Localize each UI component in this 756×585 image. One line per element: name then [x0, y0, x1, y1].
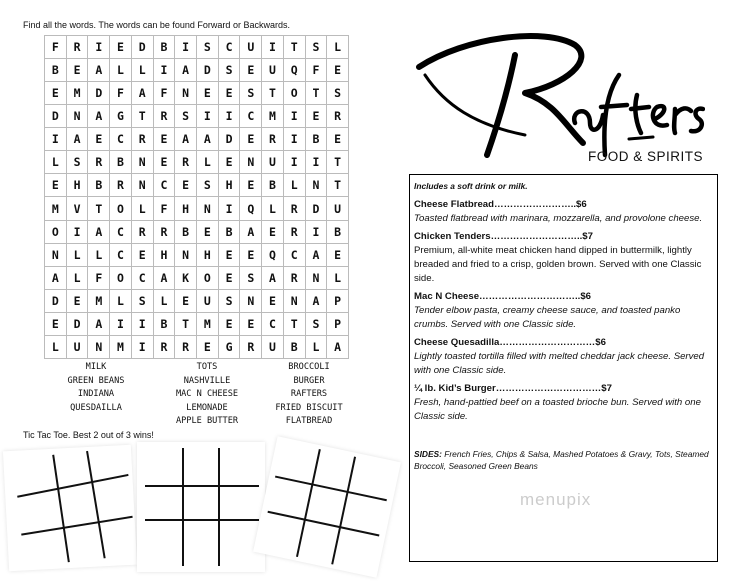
- grid-cell[interactable]: T: [88, 197, 110, 220]
- grid-cell[interactable]: P: [327, 313, 349, 336]
- grid-cell[interactable]: S: [327, 82, 349, 105]
- rafters-logo-script: [405, 15, 705, 170]
- grid-cell[interactable]: L: [262, 197, 284, 220]
- tictactoe-grid-3: [253, 436, 401, 578]
- grid-cell[interactable]: A: [88, 313, 110, 336]
- grid-cell[interactable]: N: [306, 267, 328, 290]
- grid-cell[interactable]: R: [284, 267, 306, 290]
- grid-cell[interactable]: C: [110, 221, 132, 244]
- grid-cell[interactable]: H: [67, 174, 89, 197]
- grid-cell[interactable]: R: [240, 336, 262, 359]
- item-name-chicken-tenders: Chicken Tenders………………………..$7: [414, 231, 593, 242]
- grid-cell[interactable]: H: [175, 197, 197, 220]
- grid-cell[interactable]: C: [219, 36, 241, 59]
- grid-cell[interactable]: E: [45, 174, 67, 197]
- grid-cell[interactable]: Q: [284, 59, 306, 82]
- grid-cell[interactable]: I: [110, 313, 132, 336]
- grid-cell[interactable]: A: [262, 267, 284, 290]
- word: BURGER: [293, 375, 325, 386]
- grid-cell[interactable]: B: [110, 151, 132, 174]
- grid-cell[interactable]: U: [262, 336, 284, 359]
- grid-cell[interactable]: R: [284, 197, 306, 220]
- grid-cell[interactable]: R: [175, 151, 197, 174]
- word: BROCCOLI: [288, 362, 330, 372]
- grid-cell[interactable]: R: [110, 174, 132, 197]
- grid-cell[interactable]: O: [110, 267, 132, 290]
- word: MILK: [85, 362, 107, 372]
- item-desc-chicken-tenders: Premium, all-white meat chicken hand dipped in buttermilk, lightly breaded and fried to a crisp, golden brown. Served with one Classic side.: [414, 245, 702, 284]
- item-name-kids-burger: ¼ lb. Kid’s Burger……………………………$7: [414, 383, 612, 394]
- tictactoe-grid-1: [3, 445, 137, 572]
- grid-cell[interactable]: L: [67, 244, 89, 267]
- grid-cell[interactable]: T: [132, 105, 154, 128]
- grid-cell[interactable]: F: [154, 82, 176, 105]
- grid-cell[interactable]: H: [154, 244, 176, 267]
- grid-cell[interactable]: C: [154, 174, 176, 197]
- grid-cell[interactable]: U: [197, 290, 219, 313]
- grid-cell[interactable]: N: [240, 151, 262, 174]
- grid-cell[interactable]: S: [240, 82, 262, 105]
- grid-cell[interactable]: T: [327, 174, 349, 197]
- grid-cell[interactable]: I: [284, 151, 306, 174]
- grid-cell[interactable]: N: [175, 244, 197, 267]
- grid-cell[interactable]: E: [45, 313, 67, 336]
- grid-cell[interactable]: U: [262, 151, 284, 174]
- grid-cell[interactable]: E: [262, 221, 284, 244]
- grid-cell[interactable]: O: [45, 221, 67, 244]
- item-desc-cheese-flatbread: Toasted flatbread with marinara, mozzarella, and provolone cheese.: [414, 213, 703, 224]
- grid-cell[interactable]: L: [306, 336, 328, 359]
- grid-cell[interactable]: T: [327, 151, 349, 174]
- grid-cell[interactable]: M: [88, 290, 110, 313]
- grid-cell[interactable]: L: [110, 59, 132, 82]
- grid-cell[interactable]: A: [88, 59, 110, 82]
- grid-cell[interactable]: L: [45, 151, 67, 174]
- rafters-logo: [405, 15, 705, 170]
- grid-cell[interactable]: F: [88, 267, 110, 290]
- tictactoe-grid-2: [137, 442, 265, 572]
- grid-cell[interactable]: I: [306, 221, 328, 244]
- grid-cell[interactable]: S: [306, 36, 328, 59]
- grid-cell[interactable]: R: [284, 221, 306, 244]
- grid-cell[interactable]: N: [240, 290, 262, 313]
- grid-cell[interactable]: B: [175, 221, 197, 244]
- grid-cell[interactable]: U: [67, 336, 89, 359]
- grid-cell[interactable]: O: [110, 197, 132, 220]
- grid-cell[interactable]: I: [154, 59, 176, 82]
- grid-cell[interactable]: S: [67, 151, 89, 174]
- word-list-col2: [168, 361, 246, 429]
- grid-cell[interactable]: E: [262, 290, 284, 313]
- grid-cell[interactable]: M: [110, 336, 132, 359]
- includes-note: Includes a soft drink or milk.: [414, 181, 528, 191]
- grid-cell[interactable]: I: [284, 128, 306, 151]
- grid-cell[interactable]: E: [197, 336, 219, 359]
- grid-cell[interactable]: N: [45, 244, 67, 267]
- grid-cell[interactable]: N: [132, 151, 154, 174]
- word: NASHVILLE: [183, 375, 231, 386]
- item-desc-kids-burger: Fresh, hand-pattied beef on a toasted brioche bun. Served with one Classic side.: [414, 397, 701, 422]
- grid-cell[interactable]: L: [67, 267, 89, 290]
- grid-cell[interactable]: E: [306, 105, 328, 128]
- grid-cell[interactable]: B: [306, 128, 328, 151]
- watermark: menupix: [520, 490, 592, 509]
- grid-cell[interactable]: R: [132, 128, 154, 151]
- grid-cell[interactable]: I: [45, 128, 67, 151]
- sides-text: French Fries, Chips & Salsa, Mashed Potatoes & Gravy, Tots, Steamed Broccoli, Seasoned Green Beans: [414, 449, 709, 471]
- grid-cell[interactable]: E: [67, 59, 89, 82]
- grid-cell[interactable]: H: [197, 244, 219, 267]
- word: INDIANA: [77, 389, 115, 399]
- grid-cell[interactable]: F: [45, 36, 67, 59]
- grid-cell[interactable]: T: [284, 313, 306, 336]
- grid-cell[interactable]: D: [306, 197, 328, 220]
- item-desc-cheese-quesadilla: Lightly toasted tortilla filled with melted cheddar jack cheese. Served with one Classic side.: [414, 351, 705, 376]
- grid-cell[interactable]: C: [240, 105, 262, 128]
- grid-cell[interactable]: M: [67, 82, 89, 105]
- grid-cell[interactable]: B: [327, 221, 349, 244]
- grid-cell[interactable]: A: [88, 221, 110, 244]
- item-name-mac-n-cheese: Mac N Cheese…………………………..$6: [414, 291, 591, 302]
- grid-cell[interactable]: D: [45, 290, 67, 313]
- grid-cell[interactable]: S: [175, 105, 197, 128]
- item-name-cheese-flatbread: Cheese Flatbread……………………..$6: [414, 199, 587, 210]
- grid-cell[interactable]: S: [240, 267, 262, 290]
- grid-cell[interactable]: E: [219, 313, 241, 336]
- grid-cell[interactable]: H: [219, 174, 241, 197]
- grid-cell[interactable]: U: [262, 59, 284, 82]
- item-desc-mac-n-cheese: Tender elbow pasta, creamy cheese sauce, and toasted panko crumbs. Served with one Classic side.: [414, 305, 681, 330]
- grid-cell[interactable]: S: [197, 36, 219, 59]
- grid-cell[interactable]: D: [132, 36, 154, 59]
- grid-cell[interactable]: L: [88, 244, 110, 267]
- grid-cell[interactable]: R: [67, 36, 89, 59]
- grid-cell[interactable]: B: [154, 36, 176, 59]
- grid-cell[interactable]: T: [175, 313, 197, 336]
- word: RAFTERS: [290, 389, 328, 399]
- grid-cell[interactable]: M: [262, 105, 284, 128]
- grid-cell[interactable]: R: [327, 105, 349, 128]
- grid-cell[interactable]: I: [262, 36, 284, 59]
- sides-list: [414, 448, 713, 472]
- grid-cell[interactable]: E: [240, 313, 262, 336]
- grid-cell[interactable]: E: [219, 244, 241, 267]
- grid-cell[interactable]: L: [132, 197, 154, 220]
- grid-cell[interactable]: S: [306, 313, 328, 336]
- grid-cell[interactable]: R: [262, 128, 284, 151]
- grid-cell[interactable]: D: [67, 313, 89, 336]
- word: GREEN BEANS: [67, 375, 125, 386]
- grid-cell[interactable]: R: [175, 336, 197, 359]
- grid-cell[interactable]: N: [284, 290, 306, 313]
- grid-cell[interactable]: D: [88, 82, 110, 105]
- grid-cell[interactable]: S: [219, 59, 241, 82]
- grid-cell[interactable]: L: [110, 290, 132, 313]
- grid-cell[interactable]: K: [175, 267, 197, 290]
- grid-cell[interactable]: A: [154, 267, 176, 290]
- grid-cell[interactable]: L: [284, 174, 306, 197]
- grid-cell[interactable]: A: [175, 59, 197, 82]
- item-name-cheese-quesadilla: Cheese Quesadilla…………………………$6: [414, 337, 606, 348]
- grid-cell[interactable]: A: [240, 221, 262, 244]
- grid-cell[interactable]: O: [284, 82, 306, 105]
- grid-cell[interactable]: D: [219, 128, 241, 151]
- grid-cell[interactable]: A: [88, 105, 110, 128]
- grid-cell[interactable]: E: [240, 59, 262, 82]
- word-list-col1: [60, 361, 132, 415]
- tictactoe-board-1[interactable]: [3, 445, 137, 572]
- grid-cell[interactable]: E: [327, 244, 349, 267]
- grid-cell[interactable]: L: [45, 336, 67, 359]
- grid-cell[interactable]: B: [45, 59, 67, 82]
- grid-cell[interactable]: B: [219, 221, 241, 244]
- grid-cell[interactable]: A: [306, 290, 328, 313]
- grid-cell[interactable]: N: [197, 197, 219, 220]
- grid-cell[interactable]: E: [240, 244, 262, 267]
- grid-cell[interactable]: I: [219, 197, 241, 220]
- grid-cell[interactable]: Q: [262, 244, 284, 267]
- grid-cell[interactable]: V: [67, 197, 89, 220]
- grid-cell[interactable]: R: [132, 221, 154, 244]
- grid-cell[interactable]: E: [175, 290, 197, 313]
- grid-cell[interactable]: C: [110, 128, 132, 151]
- grid-cell[interactable]: D: [45, 105, 67, 128]
- grid-cell[interactable]: F: [154, 197, 176, 220]
- grid-cell[interactable]: C: [132, 267, 154, 290]
- grid-cell[interactable]: G: [110, 105, 132, 128]
- grid-cell[interactable]: I: [219, 105, 241, 128]
- grid-cell[interactable]: B: [284, 336, 306, 359]
- grid-cell[interactable]: N: [88, 336, 110, 359]
- sides-label: SIDES:: [414, 449, 442, 459]
- grid-cell[interactable]: I: [284, 105, 306, 128]
- grid-cell[interactable]: S: [132, 290, 154, 313]
- grid-cell[interactable]: L: [132, 59, 154, 82]
- grid-cell[interactable]: E: [219, 151, 241, 174]
- grid-cell[interactable]: C: [262, 313, 284, 336]
- grid-cell[interactable]: E: [67, 290, 89, 313]
- grid-cell[interactable]: I: [132, 313, 154, 336]
- grid-cell[interactable]: E: [110, 36, 132, 59]
- grid-cell[interactable]: O: [197, 267, 219, 290]
- grid-cell[interactable]: U: [240, 36, 262, 59]
- tictactoe-board-2[interactable]: [137, 442, 265, 572]
- grid-cell[interactable]: R: [154, 336, 176, 359]
- grid-cell[interactable]: N: [67, 105, 89, 128]
- grid-cell[interactable]: D: [197, 59, 219, 82]
- grid-cell[interactable]: E: [219, 82, 241, 105]
- grid-cell[interactable]: N: [175, 82, 197, 105]
- grid-cell[interactable]: E: [219, 267, 241, 290]
- grid-cell[interactable]: E: [327, 59, 349, 82]
- grid-cell[interactable]: I: [132, 336, 154, 359]
- grid-cell[interactable]: U: [327, 197, 349, 220]
- grid-cell[interactable]: T: [306, 82, 328, 105]
- grid-cell[interactable]: R: [154, 105, 176, 128]
- grid-cell[interactable]: E: [88, 128, 110, 151]
- grid-cell[interactable]: F: [306, 59, 328, 82]
- grid-cell[interactable]: A: [45, 267, 67, 290]
- grid-cell[interactable]: L: [197, 151, 219, 174]
- grid-cell[interactable]: E: [45, 82, 67, 105]
- grid-cell[interactable]: E: [240, 174, 262, 197]
- word: FRIED BISCUIT: [275, 402, 343, 413]
- grid-cell[interactable]: I: [197, 105, 219, 128]
- grid-cell[interactable]: L: [327, 36, 349, 59]
- grid-cell[interactable]: N: [306, 174, 328, 197]
- grid-cell[interactable]: Q: [240, 197, 262, 220]
- grid-cell[interactable]: A: [175, 128, 197, 151]
- grid-cell[interactable]: A: [197, 128, 219, 151]
- grid-cell[interactable]: I: [88, 36, 110, 59]
- grid-cell[interactable]: A: [306, 244, 328, 267]
- grid-cell[interactable]: B: [88, 174, 110, 197]
- grid-cell[interactable]: I: [67, 221, 89, 244]
- word: QUESDAILLA: [70, 402, 122, 413]
- word: TOTS: [196, 362, 218, 372]
- grid-cell[interactable]: E: [197, 82, 219, 105]
- grid-cell[interactable]: I: [306, 151, 328, 174]
- word-list-col3: [266, 361, 352, 429]
- grid-cell[interactable]: M: [197, 313, 219, 336]
- grid-cell[interactable]: C: [110, 244, 132, 267]
- grid-cell[interactable]: M: [45, 197, 67, 220]
- word: MAC N CHEESE: [175, 389, 239, 399]
- word: LEMONADE: [186, 402, 228, 413]
- grid-cell[interactable]: E: [154, 151, 176, 174]
- grid-cell[interactable]: C: [284, 244, 306, 267]
- grid-cell[interactable]: E: [240, 128, 262, 151]
- grid-cell[interactable]: E: [197, 221, 219, 244]
- grid-cell[interactable]: A: [132, 82, 154, 105]
- wordsearch-instructions: Find all the words. The words can be found Forward or Backwards.: [23, 20, 290, 30]
- grid-cell[interactable]: E: [175, 174, 197, 197]
- grid-cell[interactable]: A: [327, 336, 349, 359]
- grid-cell[interactable]: L: [327, 267, 349, 290]
- grid-cell[interactable]: R: [154, 221, 176, 244]
- brand-tagline: FOOD & SPIRITS: [588, 149, 704, 164]
- grid-cell[interactable]: L: [154, 290, 176, 313]
- grid-cell[interactable]: E: [154, 128, 176, 151]
- grid-cell[interactable]: E: [132, 244, 154, 267]
- grid-cell[interactable]: S: [197, 174, 219, 197]
- grid-cell[interactable]: T: [284, 36, 306, 59]
- grid-cell[interactable]: T: [262, 82, 284, 105]
- word: APPLE BUTTER: [175, 416, 239, 426]
- grid-cell[interactable]: G: [219, 336, 241, 359]
- grid-cell[interactable]: R: [88, 151, 110, 174]
- grid-cell[interactable]: B: [154, 313, 176, 336]
- wordsearch-grid: [44, 35, 349, 359]
- grid-cell[interactable]: E: [327, 128, 349, 151]
- grid-cell[interactable]: B: [262, 174, 284, 197]
- grid-cell[interactable]: A: [67, 128, 89, 151]
- grid-cell[interactable]: N: [132, 174, 154, 197]
- grid-cell[interactable]: S: [219, 290, 241, 313]
- grid-cell[interactable]: F: [110, 82, 132, 105]
- word: FLATBREAD: [285, 416, 333, 426]
- tictactoe-board-3[interactable]: [253, 436, 401, 578]
- tictactoe-title: Tic Tac Toe. Best 2 out of 3 wins!: [23, 430, 154, 440]
- grid-cell[interactable]: P: [327, 290, 349, 313]
- grid-cell[interactable]: I: [175, 36, 197, 59]
